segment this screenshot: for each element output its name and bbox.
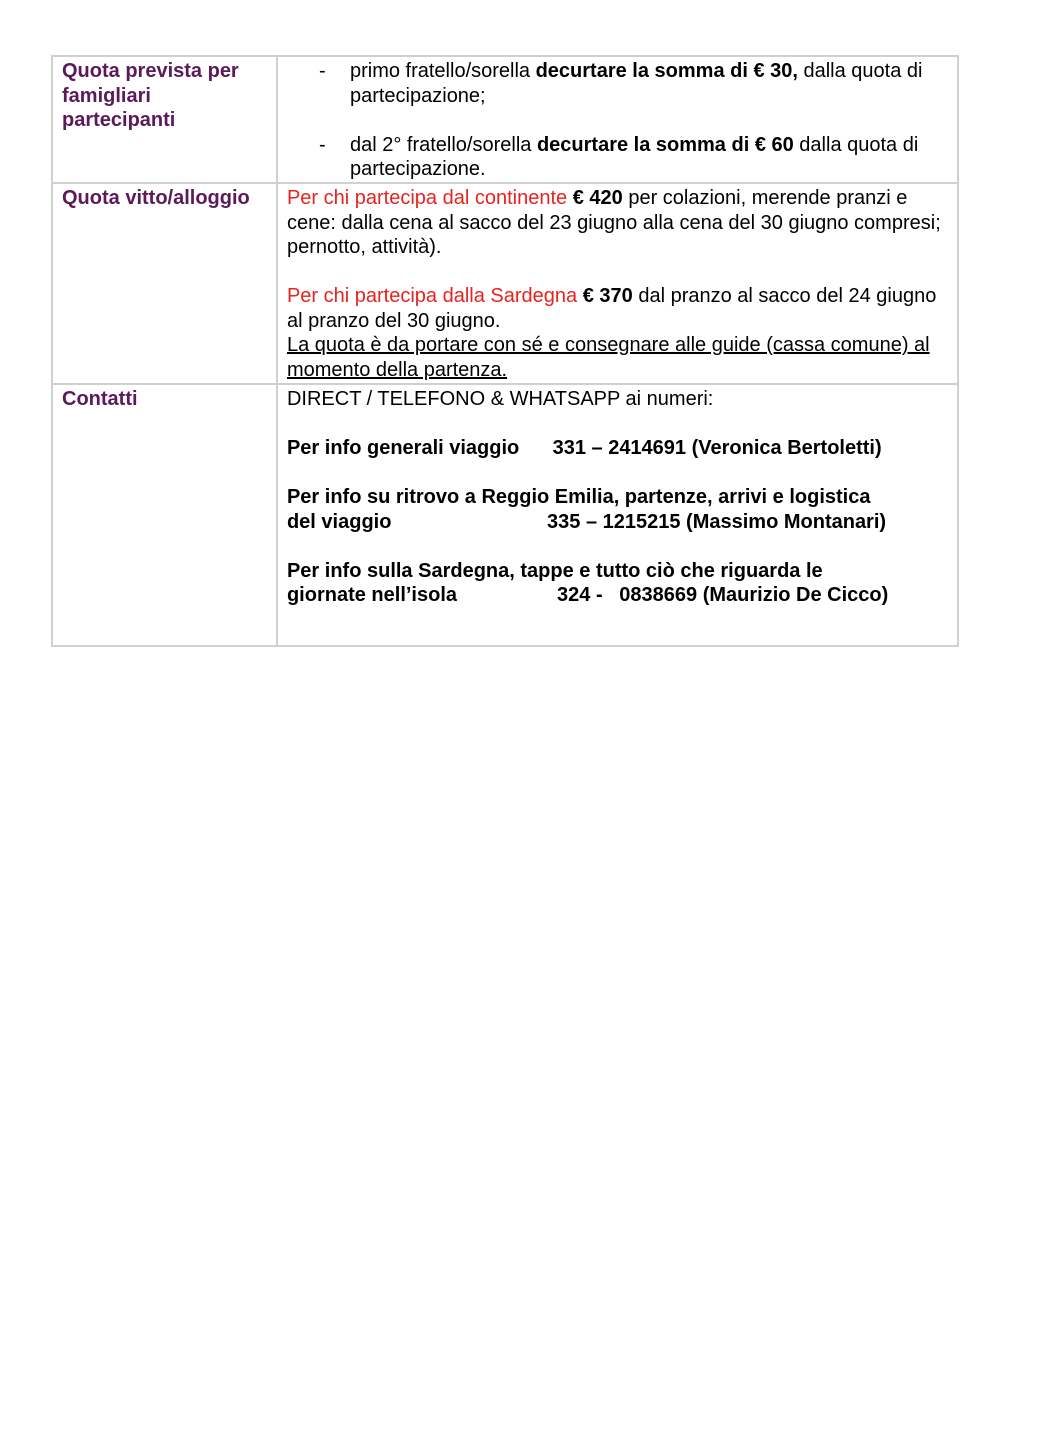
dash-bullet: - <box>318 60 326 82</box>
item-bold-text: decurtare la somma di € 30, <box>535 60 798 82</box>
contact-sardegna-line-2: giornate nell’isola 324 - 0838669 (Maurizio De Cicco) <box>286 584 889 606</box>
list-item <box>287 59 949 108</box>
contact-ritrovo-line-1: Per info su ritrovo a Reggio Emilia, partenze, arrivi e logistica <box>286 486 871 508</box>
price-text: € 420 <box>567 187 623 209</box>
dash-bullet: - <box>318 133 326 156</box>
body-text: per colazioni, merende pranzi e cene: dalla cena al sacco del 23 giugno alla cena del 30 giugno compresi; pernotto, attività). <box>286 187 941 258</box>
payment-note: La quota è da portare con sé e consegnare alle guide (cassa comune) al momento della partenza. <box>286 334 930 381</box>
list-item <box>287 133 949 182</box>
highlight-text: Per chi partecipa dalla Sardegna <box>286 285 578 307</box>
info-table <box>51 55 959 647</box>
body-text: dal pranzo al sacco del 24 giugno al pranzo del 30 giugno. <box>286 285 937 332</box>
row-quota-famigliari <box>52 56 958 183</box>
cell-label <box>52 384 277 646</box>
cell-value <box>277 384 958 646</box>
cell-label <box>52 183 277 384</box>
cell-value <box>277 56 958 183</box>
row-label: Quota prevista per famigliari partecipanti <box>62 60 239 131</box>
highlight-text: Per chi partecipa dal continente <box>286 187 568 209</box>
row-contatti <box>52 384 958 646</box>
item-text: dal 2° fratello/sorella <box>349 133 537 156</box>
paragraph-sardegna <box>287 284 949 333</box>
cell-value <box>277 183 958 384</box>
price-text: € 370 <box>577 285 633 307</box>
item-bold-text: decurtare la somma di € 60 <box>536 133 794 156</box>
item-text-end: dalla quota di partecipazione; <box>349 60 923 107</box>
contacts-intro: DIRECT / TELEFONO & WHATSAPP ai numeri: <box>286 388 714 410</box>
cell-label <box>52 56 277 183</box>
contact-ritrovo-line-2: del viaggio 335 – 1215215 (Massimo Montanari) <box>286 510 887 533</box>
row-quota-vitto <box>52 183 958 384</box>
paragraph-continente <box>287 186 949 260</box>
contact-sardegna-line-1: Per info sulla Sardegna, tappe e tutto ciò che riguarda le <box>286 559 823 582</box>
item-text: primo fratello/sorella <box>349 60 536 82</box>
contact-generali: Per info generali viaggio 331 – 2414691 (Veronica Bertoletti) <box>286 437 882 459</box>
item-text-end: dalla quota di partecipazione. <box>349 133 919 180</box>
row-label: Contatti <box>62 388 138 410</box>
row-label: Quota vitto/alloggio <box>62 187 250 209</box>
